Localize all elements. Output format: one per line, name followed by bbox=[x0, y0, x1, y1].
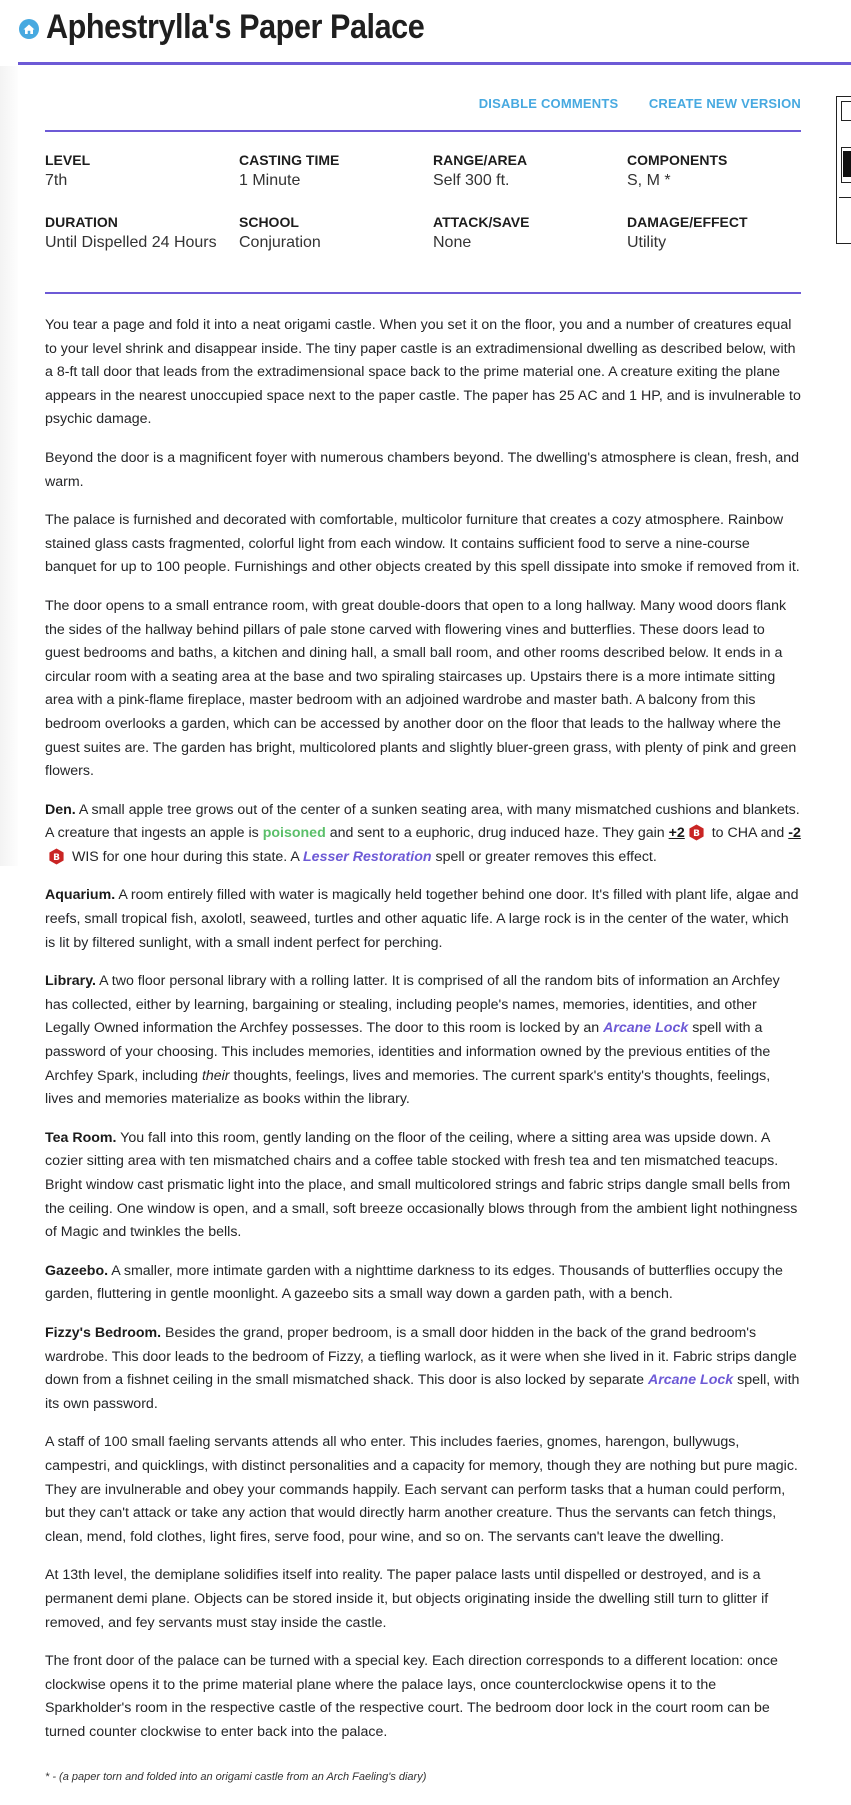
page-title: Aphestrylla's Paper Palace bbox=[46, 8, 425, 46]
room-text: A two floor personal library with a rolling latter. It is comprised of all the random bits of information an Archfey has collected, either by learning, bargaining or stealing, including people's names, memories, identities, and other Legally Owned information the Archfey possesses. The door to this room is locked by an bbox=[45, 973, 780, 1037]
description-paragraph: A staff of 100 small faeling servants attends all who enter. This includes faeries, gnomes, harengon, bullywugs, campestri, and quicklings, with distinct personalities and a capacity for memory, though they are nothing but pure magic. They are invulnerable and obey your commands happily. Each servant can perform tasks that a human could perform, but they can't attack or take any action that would directly harm another creature. Thus the servants can fetch things, clean, mend, fold clothes, light fires, serve food, pour wine, and so on. The servants can't leave the dwelling. bbox=[45, 1434, 798, 1545]
stat-label: RANGE/AREA bbox=[433, 152, 528, 168]
stat-value: Utility bbox=[627, 234, 667, 251]
stat-damage-effect bbox=[627, 214, 801, 276]
thumbnail-frame bbox=[841, 101, 851, 121]
stat-range-area bbox=[433, 152, 627, 214]
room-title: Den. bbox=[45, 801, 76, 818]
room-text: spell or greater removes this effect. bbox=[431, 848, 657, 865]
stat-value: None bbox=[433, 234, 472, 251]
d20-dice-icon[interactable] bbox=[688, 824, 705, 841]
room-text: Besides the grand, proper bedroom, is a small door hidden in the back of the grand bedroom's wardrobe. This door leads to the bedroom of Fizzy, a tiefling warlock, as it were when she lived in it. Fabric strips dangle down from a fishnet ceiling in the small mismatched shack. This door is also locked by separate bbox=[45, 1324, 797, 1389]
stat-casting-time bbox=[239, 152, 433, 214]
thumbnail-frame bbox=[839, 197, 851, 238]
room-title: Library. bbox=[45, 973, 96, 990]
d20-dice-icon[interactable] bbox=[48, 848, 65, 865]
room-title: Fizzy's Bedroom. bbox=[45, 1324, 162, 1341]
title-divider bbox=[18, 62, 851, 65]
home-icon[interactable] bbox=[18, 18, 40, 40]
stat-label: CASTING TIME bbox=[239, 152, 340, 168]
components-footnote: * - (a paper torn and folded into an origami castle from an Arch Faeling's diary) bbox=[45, 1771, 427, 1784]
room-title: Aquarium. bbox=[45, 887, 116, 904]
stat-value: Self 300 ft. bbox=[433, 172, 510, 189]
room-text: A smaller, more intimate garden with a nighttime darkness to its edges. Thousands of butterflies occupy the garden, fluttering in gentle moonlight. A gazeebo sits a small way down a garden path, with a bench. bbox=[45, 1262, 783, 1303]
description-paragraph: The door opens to a small entrance room, with great double-doors that open to a long hallway. Many wood doors flank the sides of the hallway behind pillars of pale stone carved with flowering vines and butterflies. These doors lead to guest bedrooms and baths, a kitchen and dining hall, a small ball room, and other rooms described below. It ends in a circular room with a seating area at the base and two spiraling staircases up. Upstairs there is a more intimate sitting area with a pink-flame fireplace, master bedroom with an adjoined wardrobe and master bath. A balcony from this bedroom overlooks a garden, which can be accessed by another door on the floor that leads to the hallway where the guest suites are. The garden has bright, multicolored plants and slightly bluer-green grass, with plenty of pink and green flowers. bbox=[45, 597, 797, 780]
room-text: to CHA and bbox=[707, 825, 789, 842]
stat-label: LEVEL bbox=[45, 152, 91, 168]
action-bar bbox=[45, 80, 801, 130]
stat-components bbox=[627, 152, 801, 214]
stat-label: COMPONENTS bbox=[627, 152, 728, 168]
description-paragraph: Beyond the door is a magnificent foyer with numerous chambers beyond. The dwelling's atmosphere is clean, fresh, and warm. bbox=[45, 449, 800, 490]
arcane-lock-spell-link[interactable]: Arcane Lock bbox=[648, 1372, 734, 1389]
description-paragraph: You tear a page and fold it into a neat origami castle. When you set it on the floor, you and a number of creatures equal to your level shrink and disappear inside. The tiny paper castle is an extradimensional dwelling as described below, with a 8-ft tall door that leads from the extradimensional space back to the prime material one. A creature exiting the plane appears in the nearest unoccupied space next to the paper castle. The paper has 25 AC and 1 HP, and is invulnerable to psychic damage. bbox=[45, 317, 801, 428]
stat-label: DURATION bbox=[45, 214, 118, 230]
stat-attack-save bbox=[433, 214, 627, 276]
stat-label: SCHOOL bbox=[239, 214, 299, 230]
stat-school bbox=[239, 214, 433, 276]
wis-modifier[interactable]: -2 bbox=[788, 825, 801, 842]
room-text: A room entirely filled with water is magically held together behind one door. It's filled with plant life, algae and reefs, small tropical fish, axolotl, seaweed, turtles and other aquatic life. A large rock is in the center of the water, which is lit by filtered sunlight, with a small indent perfect for perching. bbox=[45, 887, 799, 951]
left-gutter bbox=[0, 66, 18, 866]
cha-modifier[interactable]: +2 bbox=[668, 825, 685, 842]
room-text: and sent to a euphoric, drug induced haze. They gain bbox=[325, 825, 669, 842]
description-paragraph: The palace is furnished and decorated with comfortable, multicolor furniture that creates a cozy atmosphere. Rainbow stained glass casts fragmented, colorful light from each window. It contains sufficient food to serve a nine-course banquet for up to 100 people. Furnishings and other objects created by this spell dissipate into smoke if removed from it. bbox=[45, 512, 800, 576]
room-entry-gazebo bbox=[45, 1260, 801, 1307]
disable-comments-link[interactable]: DISABLE COMMENTS bbox=[478, 96, 619, 111]
stat-duration bbox=[45, 214, 239, 276]
room-text: A small apple tree grows out of the center of a sunken seating area, with many mismatched cushions and blankets. A creature that ingests an apple is bbox=[45, 801, 800, 842]
room-title: Gazeebo. bbox=[45, 1262, 109, 1279]
room-entry-den bbox=[45, 799, 801, 870]
stat-value: 1 Minute bbox=[239, 172, 301, 189]
room-text: thoughts, feelings, lives and memories. The current spark's entity's thoughts, feelings, lives and memories materialize as books within the library. bbox=[45, 1067, 771, 1108]
room-entry-library bbox=[45, 970, 801, 1112]
thumbnail-block bbox=[843, 151, 851, 177]
spell-stats-grid bbox=[45, 132, 801, 292]
room-entry-aquarium bbox=[45, 884, 801, 955]
svg-text:B: B bbox=[692, 829, 700, 840]
room-text: spell, with its own password. bbox=[45, 1372, 800, 1412]
svg-text:B: B bbox=[53, 852, 60, 863]
arcane-lock-spell-link[interactable]: Arcane Lock bbox=[603, 1020, 689, 1037]
room-text: spell with a password of your choosing. This includes memories, identities and information owned by the previous entities of the Archfey Spark, including bbox=[45, 1020, 771, 1084]
create-new-version-link[interactable]: CREATE NEW VERSION bbox=[648, 96, 801, 111]
side-thumbnail-preview[interactable] bbox=[836, 96, 851, 244]
stat-value: Conjuration bbox=[239, 234, 321, 251]
room-entry-tea-room bbox=[45, 1127, 801, 1245]
poisoned-condition-tag[interactable]: poisoned bbox=[262, 825, 326, 842]
spell-content bbox=[45, 80, 801, 1790]
room-text: You fall into this room, gently landing on the floor of the ceiling, where a sitting area was upside down. A cozier sitting area with ten mismatched chairs and a coffee table stocked with fresh tea and ten mismatched teacups. Bright window cast prismatic light into the place, and small multicolored strings and fabric strips dangle small bells from the ceiling. One window is open, and a small, soft breeze occasionally blows through from the ambient light nothingness of Magic and twinkles the bells. bbox=[45, 1129, 798, 1241]
room-entry-fizzys-bedroom bbox=[45, 1322, 801, 1416]
stat-label: DAMAGE/EFFECT bbox=[627, 214, 748, 230]
emphasis-text: their bbox=[201, 1067, 230, 1084]
stat-value: S, M * bbox=[627, 172, 671, 189]
room-title: Tea Room. bbox=[45, 1129, 117, 1146]
title-bar bbox=[0, 0, 851, 64]
description-paragraph: At 13th level, the demiplane solidifies itself into reality. The paper palace lasts until dispelled or destroyed, and is a permanent demi plane. Objects can be stored inside it, but objects originating inside the dwelling still turn to glitter if removed, and fey servants must stay inside the castle. bbox=[45, 1567, 769, 1631]
stat-level bbox=[45, 152, 239, 214]
stat-value: 7th bbox=[45, 172, 68, 189]
description-paragraph: The front door of the palace can be turned with a special key. Each direction corresponds to a different location: once clockwise opens it to the prime material plane where the palace lays, once counterclockwise opens it to the Sparkholder's room in the respective castle of the respective court. The bedroom door lock in the court room can be turned counter clockwise to enter back into the palace. bbox=[45, 1653, 778, 1740]
lesser-restoration-spell-link[interactable]: Lesser Restoration bbox=[303, 848, 432, 865]
spell-description bbox=[45, 294, 801, 1790]
stat-label: ATTACK/SAVE bbox=[433, 214, 530, 230]
room-text: WIS for one hour during this state. A bbox=[68, 848, 304, 865]
stat-value: Until Dispelled 24 Hours bbox=[45, 234, 217, 251]
